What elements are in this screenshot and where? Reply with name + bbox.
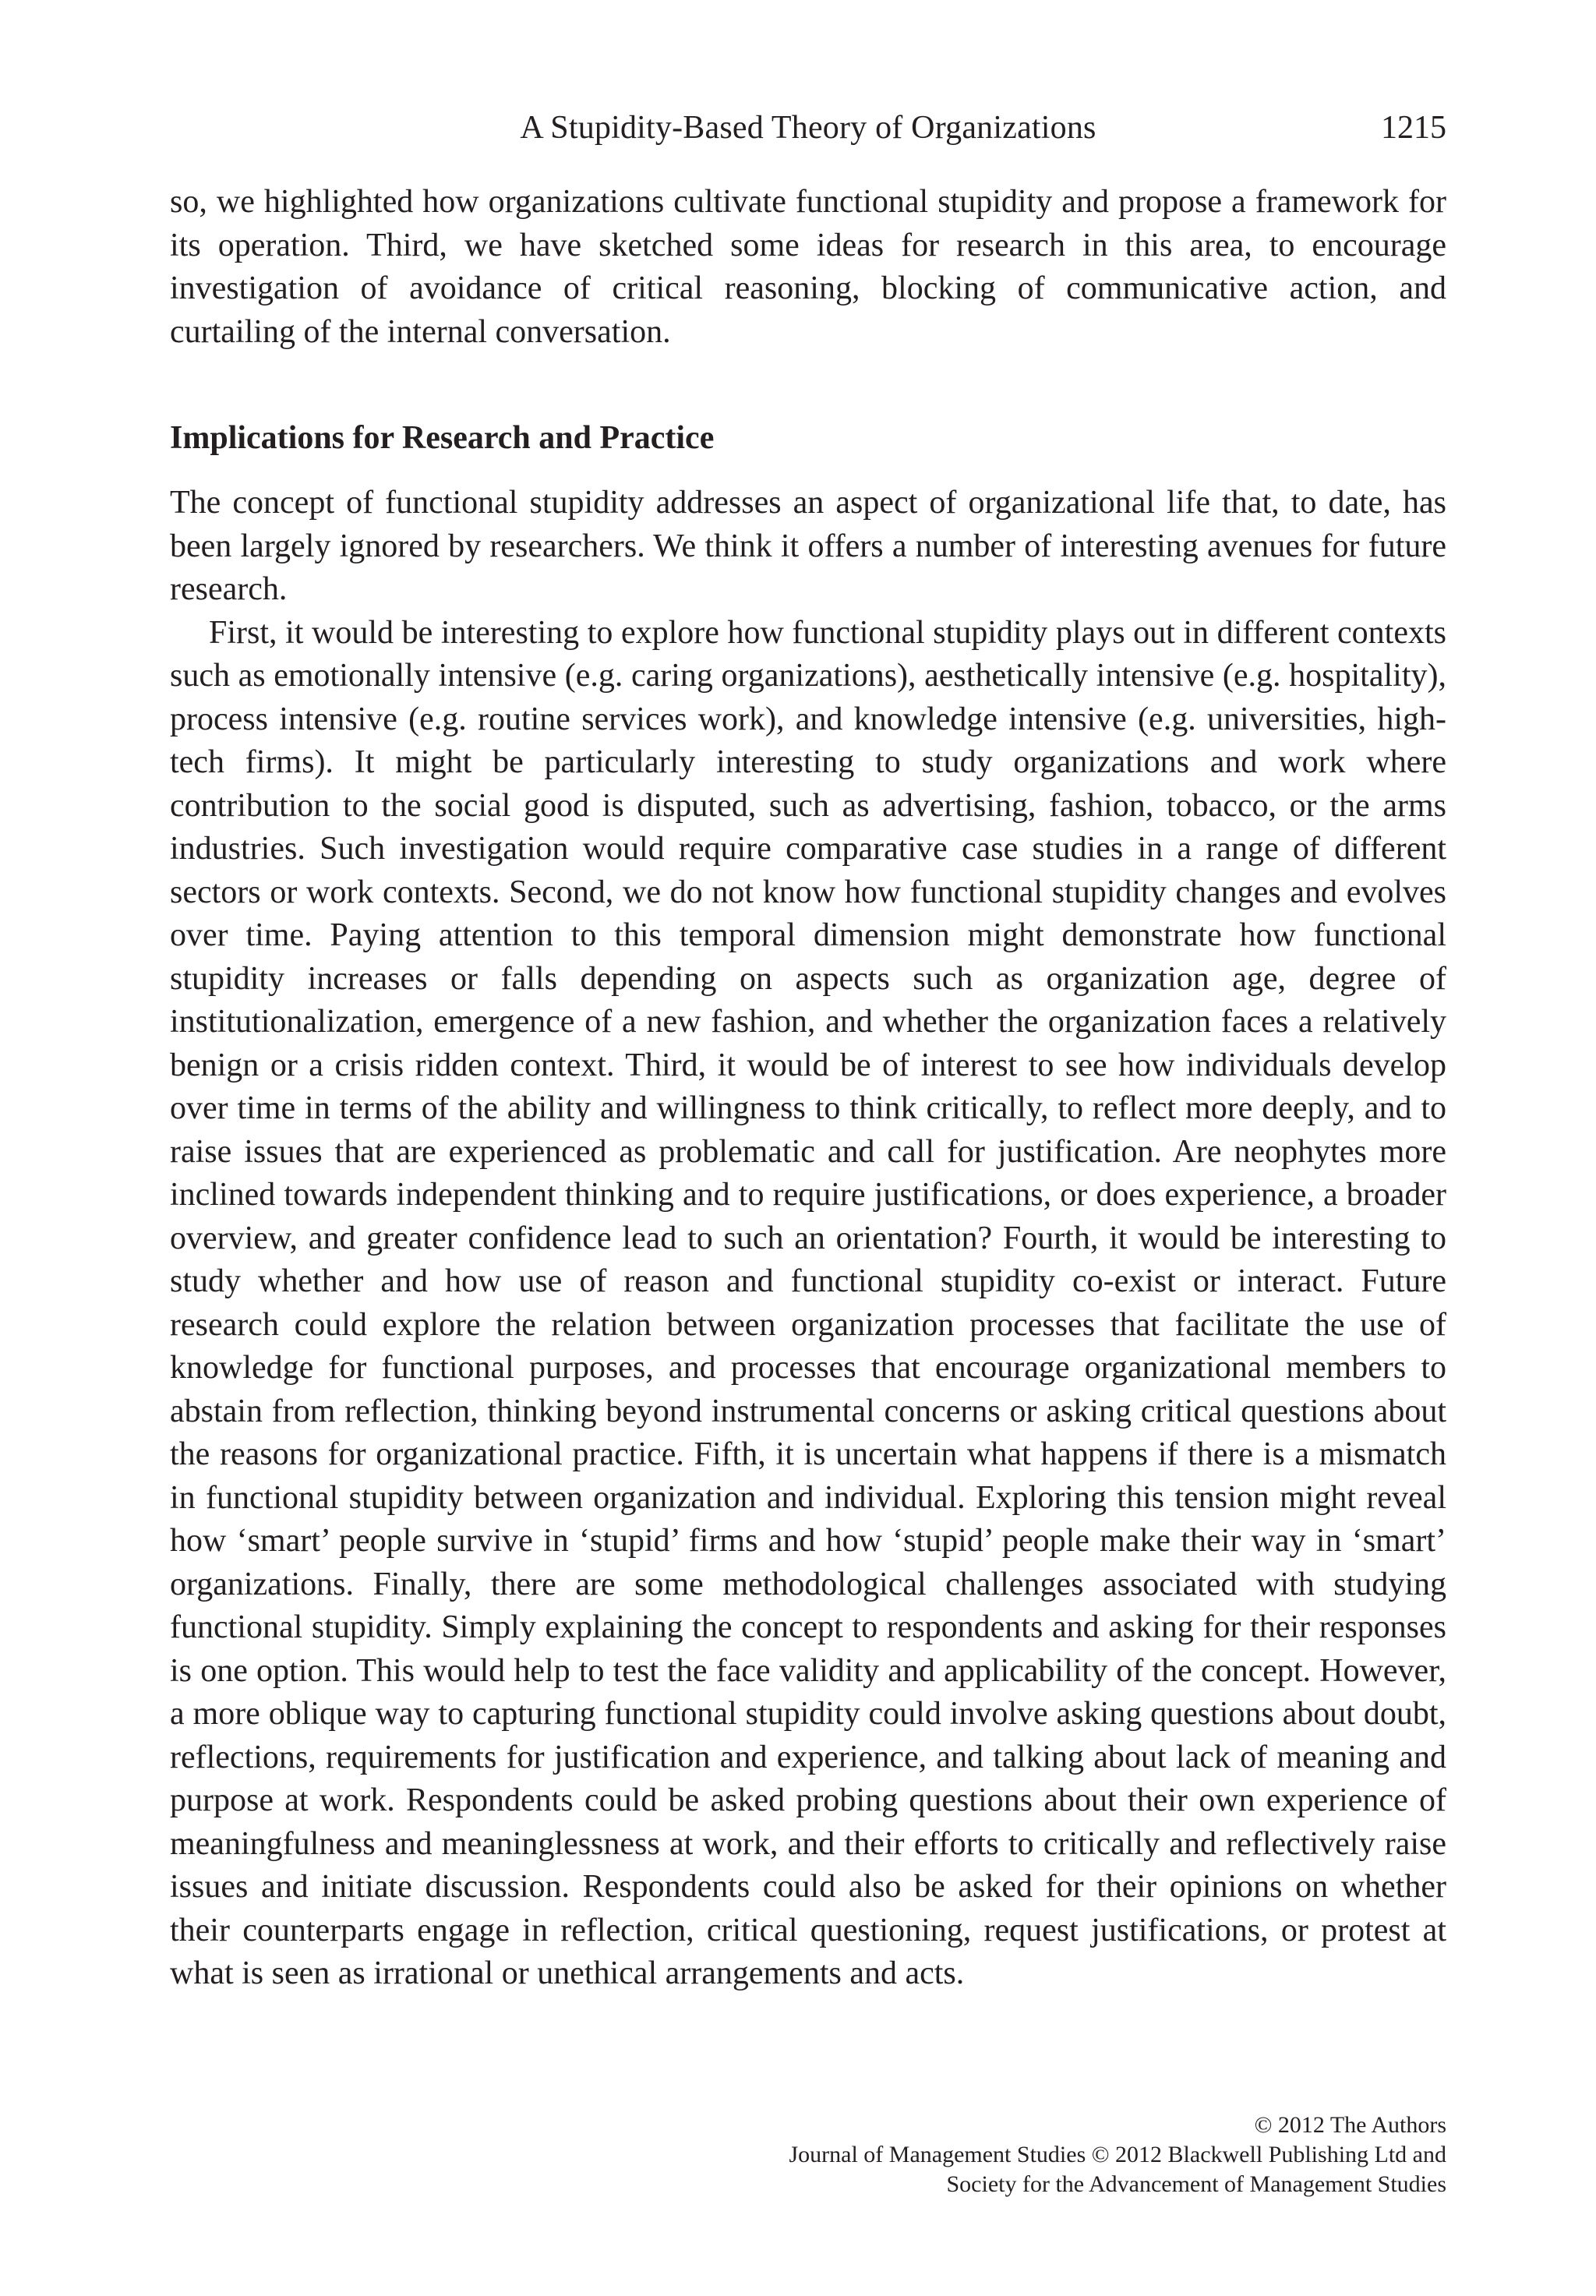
intro-text-block: [170, 181, 1446, 354]
section-body: [170, 482, 1446, 1996]
copyright-footer: [789, 2111, 1446, 2199]
copyright-line-authors: © 2012 The Authors: [1254, 2112, 1446, 2138]
body-paragraph-1: The concept of functional stupidity addresses an aspect of organizational life that, to date, has been largely ignored by researchers. We think it offers a number of interesting avenues for future research.: [170, 485, 1446, 607]
intro-paragraph: so, we highlighted how organizations cultivate functional stupidity and propose a framework for its operation. Third, we have sketched some ideas for research in this area, to encourage investigation of avoidance of critical reasoning, blocking of communicative action, and curtailing of the internal conversation.: [170, 184, 1446, 350]
running-header: [170, 104, 1446, 151]
running-title: A Stupidity-Based Theory of Organizations: [520, 110, 1096, 146]
copyright-line-journal: Journal of Management Studies © 2012 Blackwell Publishing Ltd and: [789, 2142, 1446, 2167]
page-number: 1215: [1381, 110, 1446, 146]
body-paragraph-2: First, it would be interesting to explore how functional stupidity plays out in different contexts such as emotionally intensive (e.g. caring organizations), aesthetically intensive (e.g. hospitality), process intensive (e.g. routine services work), and knowledge intensive (e.g. universities, high-tech firms). It might be particularly interesting to study organizations and work where contribution to the social good is disputed, such as advertising, fashion, tobacco, or the arms industries. Such investigation would require comparative case studies in a range of different sectors or work contexts. Second, we do not know how functional stupidity changes and evolves over time. Paying attention to this temporal dimension might demonstrate how functional stupidity increases or falls depending on aspects such as organization age, degree of institutionalization, emergence of a new fashion, and whether the organization faces a relatively benign or a crisis ridden context. Third, it would be of interest to see how individuals develop over time in terms of the ability and willingness to think critically, to reflect more deeply, and to raise issues that are experienced as problematic and call for justification. Are neophytes more inclined towards independent thinking and to require justifications, or does experience, a broader overview, and greater confidence lead to such an orientation? Fourth, it would be interesting to study whether and how use of reason and functional stupidity co-exist or interact. Future research could explore the relation between organization processes that facilitate the use of knowledge for functional purposes, and processes that encourage organizational members to abstain from reflection, thinking beyond instrumental concerns or asking critical questions about the reasons for organizational practice. Fifth, it is uncertain what happens if there is a mismatch in functional stupidity between organization and individual. Exploring this tension might reveal how ‘smart’ people survive in ‘stupid’ firms and how ‘stupid’ people make their way in ‘smart’ organizations. Finally, there are some methodological challenges associated with studying functional stupidity. Simply explaining the concept to respondents and asking for their responses is one option. This would help to test the face validity and applicability of the concept. However, a more oblique way to capturing functional stupidity could involve asking questions about doubt, reflections, requirements for justification and experience, and talking about lack of meaning and purpose at work. Respondents could be asked probing questions about their own experience of meaningfulness and meaninglessness at work, and their efforts to critically and reflectively raise issues and initiate discussion. Respondents could also be asked for their opinions on whether their counterparts engage in reflection, critical questioning, request justifications, or protest at what is seen as irrational or unethical arrangements and acts.: [170, 614, 1446, 1991]
copyright-line-society: Society for the Advancement of Management Studies: [946, 2171, 1446, 2197]
section-heading: Implications for Research and Practice: [170, 420, 715, 456]
